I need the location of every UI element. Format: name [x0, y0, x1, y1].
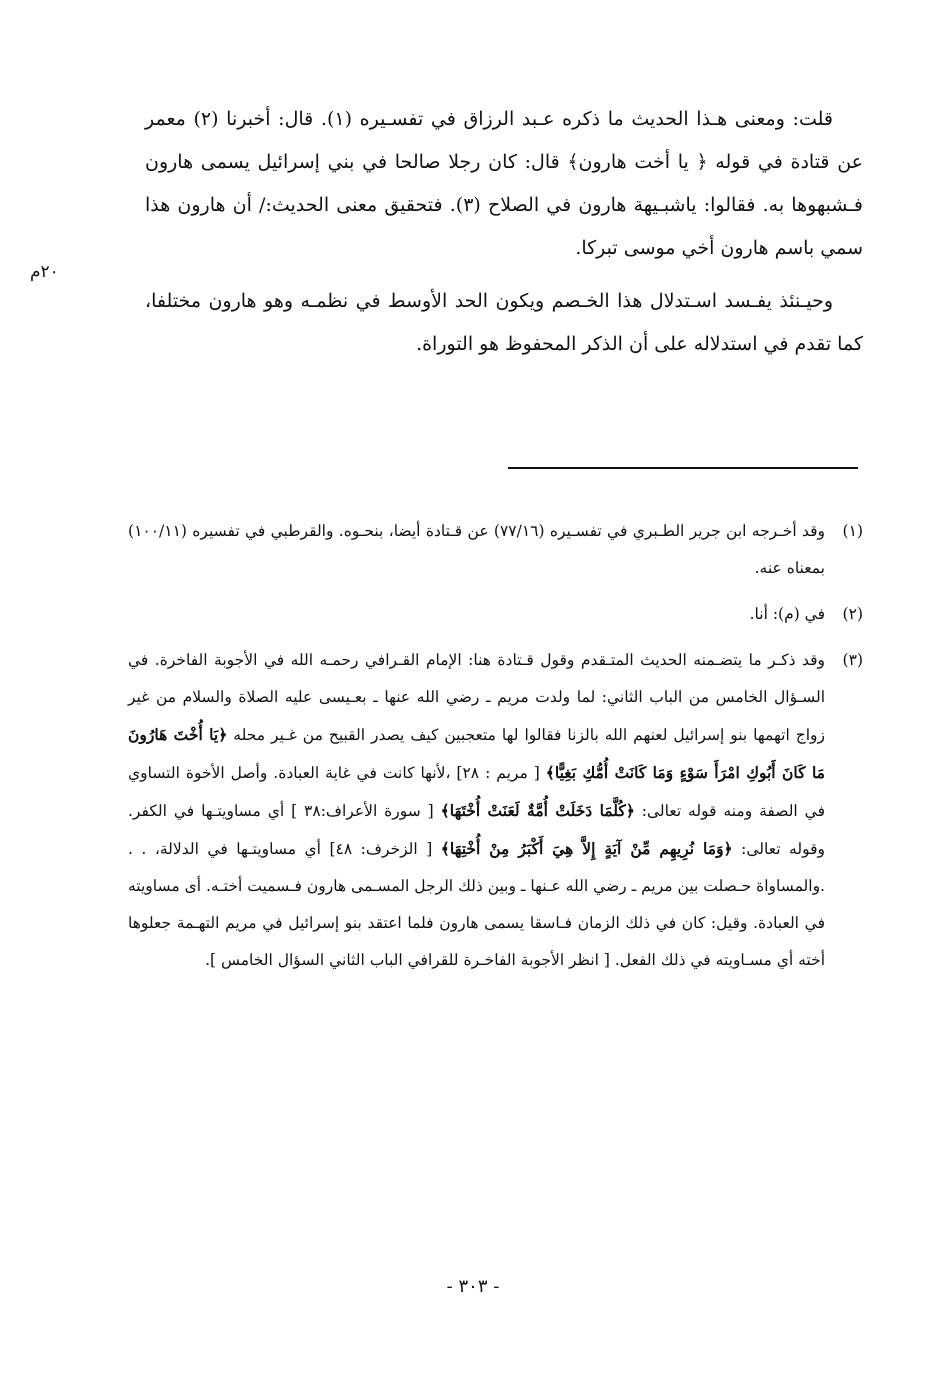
footnote-text: وقد أخـرجه ابن جرير الطـبري في تفسـيره (٧٧/١٦) عن قـتادة أيضا، بنحـوه. والقرطبي في تفسيره (١٠٠/١١) بمعناه عنه. [128, 522, 825, 577]
footnote-text: [ مريم : ٢٨] ،لأنها كانت في غاية العبادة. وأصل الأخوة التساوي في الصفة ومنه قوله تعالى: [128, 764, 825, 820]
footnote-separator [508, 467, 858, 469]
footnote-text: في (م): أنا. [749, 605, 825, 623]
footnote-2 [128, 596, 863, 633]
quran-verse: ﴿كُلَّمَا دَخَلَتْ أُمَّةٌ لَعَنَتْ أُخْتَهَا﴾ [440, 801, 635, 820]
footnote-text: [ سورة الأعراف:٣٨ ] أي مساويتـها في الكفر. وقوله تعالى: [128, 802, 825, 858]
main-paragraph-1: قلت: ومعنى هـذا الحديث ما ذكره عـبد الرزاق في تفسـيره (١). قال: أخبرنا (٢) معمر عن قتادة في قوله ﴿ يا أخت هارون﴾ قال: كان رجلا صالحا في بني إسرائيل يسمى هارون فـشبهوها به. فقالوا: ياشبـيهة هارون في الصلاح (٣). فتحقيق معنى الحديث:/ أن هارون هذا سمي باسم هارون أخي موسى تبركا. [145, 108, 863, 259]
footnote-number: (٢) [842, 605, 863, 623]
footnote-1 [128, 513, 863, 587]
footnote-text: وقد ذكـر ما يتضـمنه الحديث المتـقدم وقول قـتادة هنا: الإمام القـرافي رحمـه الله في الأجوبة الفاخرة. في السـؤال الخامس من الباب الثاني: لما ولدت مريم ـ رضي الله عنها ـ بعـيسى عليه الصلاة والسلام من غير زواج اتهمها بنو إسرائيل لعنهم الله بالزنا فقالوا لها متعجبين كيف يصدر القبيح من غـير محله [128, 651, 825, 744]
footnote-number: (٣) [842, 651, 863, 669]
quran-verse: ﴿يَا أُخْتَ هَارُونَ مَا كَانَ أَبُوكِ امْرَأَ سَوْءٍ وَمَا كَانَتْ أُمُّكِ بَغِيًّا﴾ [128, 725, 825, 782]
footnotes-section [128, 513, 863, 988]
footnote-number: (١) [842, 522, 863, 540]
main-body [145, 98, 863, 366]
footnote-text: [ الزخرف: ٤٨] أي مساويتـها في الدلالة، . . .والمساواة حـصلت بين مريم ـ رضي الله عـنها ـ وبين ذلك الرجل المسـمى هارون فـسميت أختـه. أى مساويته في العبادة. وقيل: كان في ذلك الزمان فـاسقا يسمى هارون فلما اعتقد بنو إسرائيل في مريم التهـمة جعلوها أخته أي مسـاويته في ذلك الفعل. [ انظر الأجوبة الفاخـرة للقرافي الباب الثاني السؤال الخامس ]. [128, 840, 825, 969]
page-number: - ٣٠٣ - [446, 1276, 500, 1297]
footnote-3 [128, 642, 863, 979]
manuscript-folio-marker: ٢٠م [30, 262, 59, 282]
quran-verse: ﴿وَمَا نُرِيهِم مِّنْ آيَةٍ إِلاَّ هِيَ أَكْبَرُ مِنْ أُخْتِهَا﴾ [440, 839, 733, 858]
main-paragraph-2: وحيـنئذ يفـسد اسـتدلال هذا الخـصم ويكون الحد الأوسط في نظمـه وهو هارون مختلفا، كما تقدم في استدلاله على أن الذكر المحفوظ هو التوراة. [145, 290, 863, 355]
